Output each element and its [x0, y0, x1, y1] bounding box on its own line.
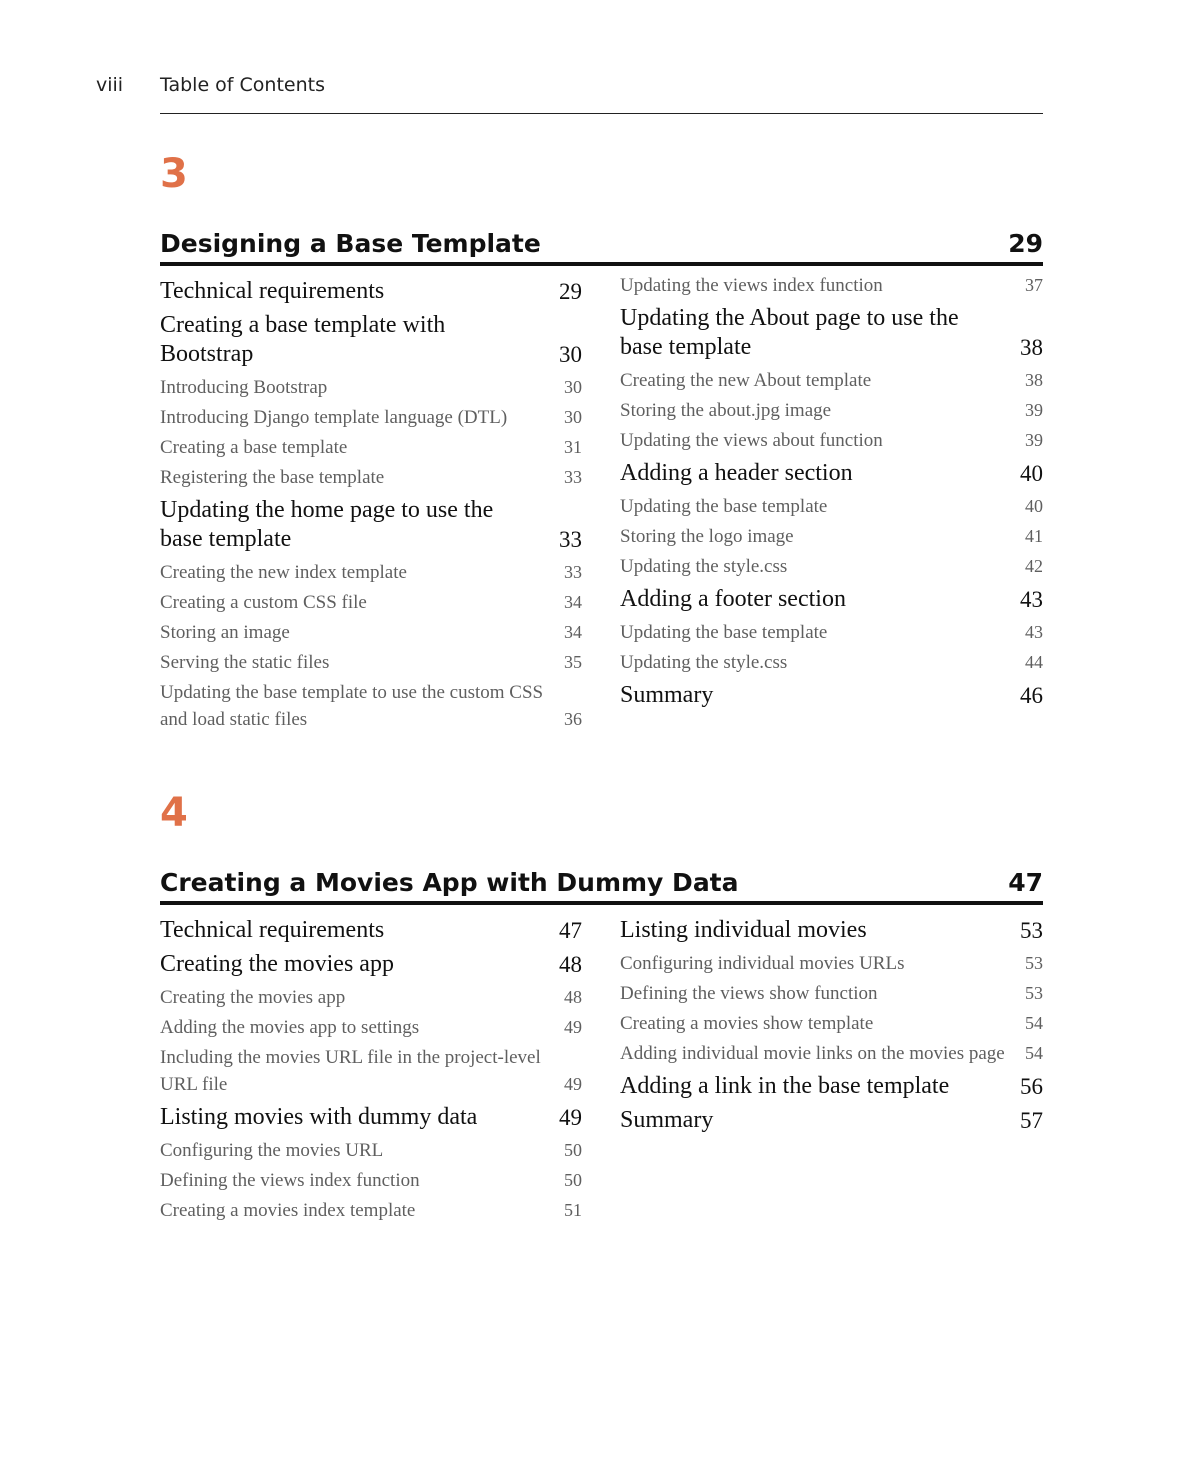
entry-title: Updating the home page to use the base template	[160, 497, 494, 552]
toc-subsection-entry[interactable]	[160, 374, 582, 401]
entry-title: Adding a footer section	[620, 586, 846, 612]
toc-section-entry[interactable]	[620, 681, 1043, 710]
chapter-number: 4	[160, 790, 188, 836]
entry-title: Creating the movies app	[160, 987, 346, 1008]
toc-subsection-entry[interactable]	[620, 619, 1043, 646]
entry-page: 53	[1025, 953, 1043, 973]
toc-section-entry[interactable]	[160, 311, 582, 369]
entry-page: 49	[564, 1074, 582, 1094]
entry-title: Listing movies with dummy data	[160, 1104, 478, 1130]
entry-title: Updating the base template	[620, 622, 828, 643]
entry-page: 36	[564, 709, 582, 729]
toc-subsection-entry[interactable]	[620, 1040, 1043, 1067]
toc-subsection-entry[interactable]	[620, 367, 1043, 394]
toc-subsection-entry[interactable]	[160, 404, 582, 431]
toc-subsection-entry[interactable]	[160, 679, 582, 733]
toc-section-entry[interactable]	[620, 916, 1043, 945]
entry-title: Storing the about.jpg image	[620, 400, 832, 421]
entry-title: Summary	[620, 1107, 714, 1133]
toc-subsection-entry[interactable]	[620, 950, 1043, 977]
entry-page: 43	[1020, 587, 1043, 612]
chapter-title[interactable]: Designing a Base Template	[160, 229, 541, 258]
entry-title: Serving the static files	[160, 652, 330, 673]
toc-subsection-entry[interactable]	[620, 1010, 1043, 1037]
entry-page: 49	[564, 1017, 582, 1037]
toc-section-entry[interactable]	[160, 277, 582, 306]
entry-title: Updating the views index function	[620, 275, 883, 296]
toc-column-left	[160, 272, 582, 736]
toc-subsection-entry[interactable]	[160, 619, 582, 646]
entry-title: Configuring the movies URL	[160, 1140, 384, 1161]
entry-page: 48	[559, 952, 582, 977]
toc-section-entry[interactable]	[620, 585, 1043, 614]
toc-subsection-entry[interactable]	[160, 1197, 582, 1224]
entry-title: Updating the style.css	[620, 652, 788, 673]
running-title: Table of Contents	[160, 74, 325, 96]
toc-subsection-entry[interactable]	[160, 464, 582, 491]
entry-title: Creating the new index template	[160, 562, 407, 583]
entry-title: Technical requirements	[160, 917, 385, 943]
entry-title: Creating a custom CSS file	[160, 592, 367, 613]
entry-title: Adding a link in the base template	[620, 1073, 950, 1099]
toc-subsection-entry[interactable]	[620, 980, 1043, 1007]
chapter-3	[160, 148, 1043, 768]
entry-page: 33	[564, 562, 582, 582]
entry-page: 38	[1020, 335, 1043, 360]
entry-title: Creating the new About template	[620, 370, 872, 391]
toc-subsection-entry[interactable]	[620, 427, 1043, 454]
chapter-page: 29	[1008, 229, 1043, 258]
toc-section-entry[interactable]	[160, 950, 582, 979]
toc-subsection-entry[interactable]	[160, 649, 582, 676]
entry-page: 30	[564, 407, 582, 427]
toc-subsection-entry[interactable]	[620, 553, 1043, 580]
entry-title: Updating the About page to use the base template	[620, 305, 959, 360]
entry-title: Defining the views show function	[620, 983, 878, 1004]
entry-title: Introducing Django template language (DTL)	[160, 407, 508, 428]
entry-page: 54	[1025, 1013, 1043, 1033]
entry-page: 50	[564, 1170, 582, 1190]
toc-subsection-entry[interactable]	[160, 559, 582, 586]
toc-subsection-entry[interactable]	[160, 1014, 582, 1041]
entry-page: 56	[1020, 1074, 1043, 1099]
entry-title: Updating the style.css	[620, 556, 788, 577]
entry-page: 53	[1025, 983, 1043, 1003]
toc-section-entry[interactable]	[620, 1072, 1043, 1101]
entry-page: 40	[1025, 496, 1043, 516]
chapter-title-row	[160, 226, 1043, 266]
entry-title: Technical requirements	[160, 278, 385, 304]
entry-page: 43	[1025, 622, 1043, 642]
entry-page: 37	[1025, 275, 1043, 295]
toc-section-entry[interactable]	[620, 304, 1043, 362]
chapter-4	[160, 787, 1043, 1257]
entry-title: Creating a movies show template	[620, 1013, 874, 1034]
entry-title: Updating the views about function	[620, 430, 883, 451]
entry-page: 42	[1025, 556, 1043, 576]
entry-title: Defining the views index function	[160, 1170, 420, 1191]
toc-subsection-entry[interactable]	[620, 493, 1043, 520]
chapter-page: 47	[1008, 868, 1043, 897]
entry-page: 38	[1025, 370, 1043, 390]
entry-page: 40	[1020, 461, 1043, 486]
entry-page: 53	[1020, 918, 1043, 943]
entry-page: 50	[564, 1140, 582, 1160]
entry-page: 51	[564, 1200, 582, 1220]
entry-title: Updating the base template	[620, 496, 828, 517]
entry-page: 46	[1020, 683, 1043, 708]
toc-subsection-entry[interactable]	[620, 523, 1043, 550]
entry-page: 34	[564, 592, 582, 612]
toc-column-left	[160, 911, 582, 1227]
entry-title: Summary	[620, 682, 714, 708]
toc-section-entry[interactable]	[620, 1106, 1043, 1135]
toc-subsection-entry[interactable]	[160, 1044, 582, 1098]
toc-subsection-entry[interactable]	[160, 1137, 582, 1164]
toc-subsection-entry[interactable]	[160, 434, 582, 461]
entry-page: 35	[564, 652, 582, 672]
chapter-number: 3	[160, 151, 188, 197]
header-rule	[160, 113, 1043, 114]
entry-title: Including the movies URL file in the project-level URL file	[160, 1047, 541, 1095]
entry-page: 54	[1025, 1043, 1043, 1063]
entry-page: 49	[559, 1105, 582, 1130]
entry-page: 29	[559, 279, 582, 304]
entry-page: 48	[564, 987, 582, 1007]
entry-page: 39	[1025, 400, 1043, 420]
entry-page: 39	[1025, 430, 1043, 450]
toc-subsection-entry[interactable]	[620, 272, 1043, 299]
chapter-title[interactable]: Creating a Movies App with Dummy Data	[160, 868, 739, 897]
toc-column-right	[620, 272, 1043, 715]
toc-subsection-entry[interactable]	[620, 397, 1043, 424]
toc-subsection-entry[interactable]	[160, 1167, 582, 1194]
entry-title: Introducing Bootstrap	[160, 377, 328, 398]
entry-title: Updating the base template to use the custom CSS and load static files	[160, 682, 544, 730]
page-number: viii	[96, 74, 124, 96]
entry-title: Registering the base template	[160, 467, 385, 488]
entry-page: 47	[559, 918, 582, 943]
entry-title: Storing the logo image	[620, 526, 794, 547]
chapter-title-row	[160, 865, 1043, 905]
entry-title: Adding the movies app to settings	[160, 1017, 420, 1038]
entry-page: 30	[559, 342, 582, 367]
entry-page: 34	[564, 622, 582, 642]
entry-title: Creating the movies app	[160, 951, 394, 977]
entry-title: Configuring individual movies URLs	[620, 953, 905, 974]
entry-page: 31	[564, 437, 582, 457]
entry-title: Creating a base template with Bootstrap	[160, 312, 446, 367]
toc-column-right	[620, 911, 1043, 1140]
toc-section-entry[interactable]	[160, 496, 582, 554]
toc-section-entry[interactable]	[620, 459, 1043, 488]
entry-page: 44	[1025, 652, 1043, 672]
entry-title: Creating a movies index template	[160, 1200, 416, 1221]
entry-title: Creating a base template	[160, 437, 348, 458]
toc-section-entry[interactable]	[160, 1103, 582, 1132]
toc-subsection-entry[interactable]	[620, 649, 1043, 676]
entry-page: 33	[564, 467, 582, 487]
entry-title: Adding a header section	[620, 460, 853, 486]
entry-title: Listing individual movies	[620, 917, 867, 943]
entry-page: 57	[1020, 1108, 1043, 1133]
toc-subsection-entry[interactable]	[160, 589, 582, 616]
toc-section-entry[interactable]	[160, 916, 582, 945]
entry-page: 33	[559, 527, 582, 552]
entry-title: Adding individual movie links on the movies page	[620, 1043, 1005, 1064]
entry-page: 41	[1025, 526, 1043, 546]
entry-page: 30	[564, 377, 582, 397]
entry-title: Storing an image	[160, 622, 290, 643]
toc-subsection-entry[interactable]	[160, 984, 582, 1011]
